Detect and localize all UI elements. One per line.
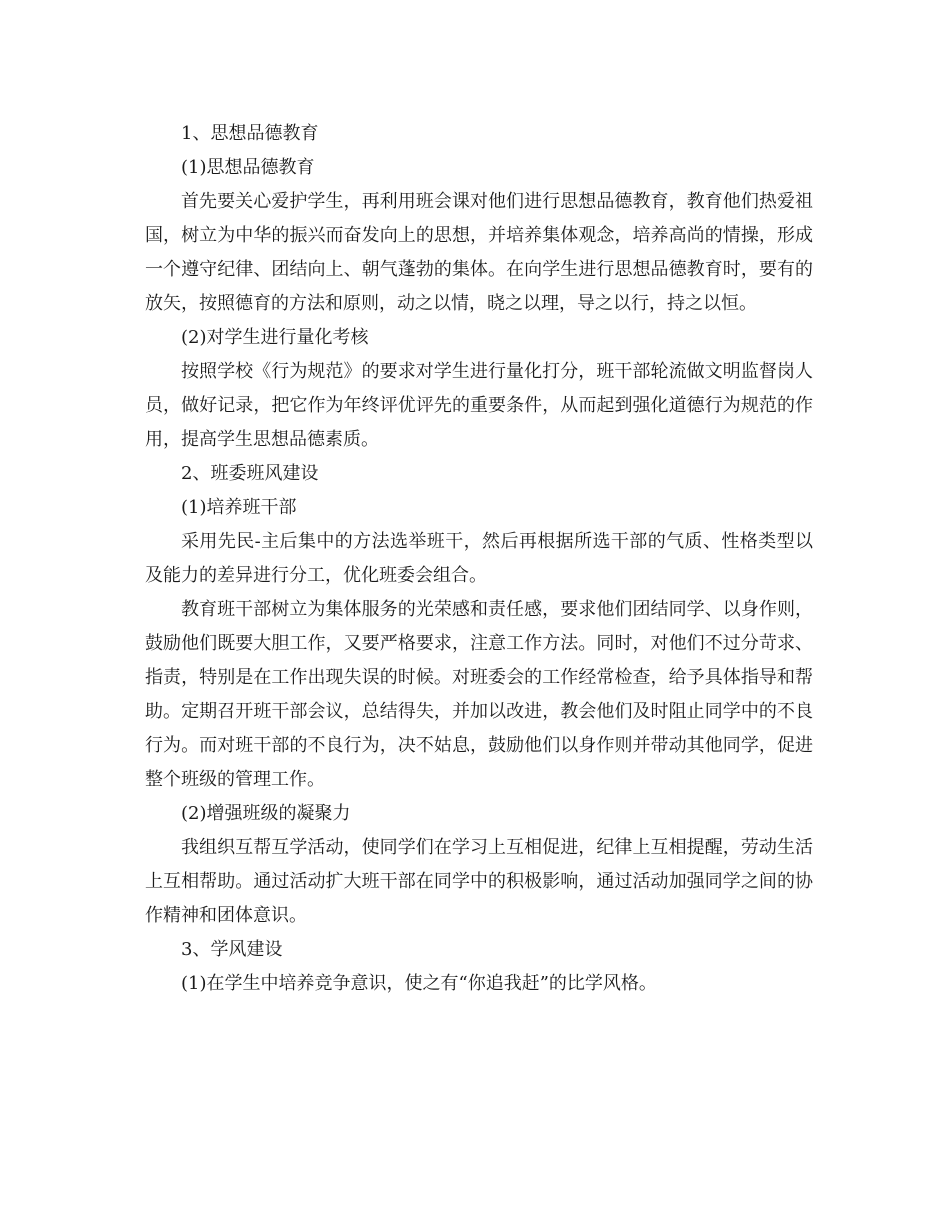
- section-heading-study-style: 3、学风建设: [181, 939, 283, 960]
- subheading-train-class-cadres: (1)培养班干部: [181, 497, 297, 518]
- paragraph-class-cohesion: 我组织互帮互学活动，使同学们在学习上互相促进，纪律上互相提醒，劳动生活上互相帮助。通过活动扩大班干部在同学中的积极影响，通过活动加强同学之间的协作精神和团体意识。: [145, 837, 813, 926]
- paragraph-educate-cadres: 教育班干部树立为集体服务的光荣感和责任感，要求他们团结同学、以身作则，鼓励他们既要大胆工作，又要严格要求，注意工作方法。同时，对他们不过分苛求、指责，特别是在工作出现失误的时候。对班委会的工作经常检查，给予具体指导和帮助。定期召开班干部会议，总结得失，并加以改进，教会他们及时阻止同学中的不良行为。而对班干部的不良行为，决不姑息，鼓励他们以身作则并带动其他同学，促进整个班级的管理工作。: [145, 599, 813, 790]
- paragraph-election-of-cadres: 采用先民-主后集中的方法选举班干，然后再根据所选干部的气质、性格类型以及能力的差异进行分工，优化班委会组合。: [145, 531, 813, 586]
- section-heading-moral-education: 1、思想品德教育: [181, 123, 319, 144]
- subheading-moral-education: (1)思想品德教育: [181, 157, 315, 178]
- paragraph-moral-education: 首先要关心爱护学生，再利用班会课对他们进行思想品德教育，教育他们热爱祖国，树立为中华的振兴而奋发向上的思想，并培养集体观念，培养高尚的情操，形成一个遵守纪律、团结向上、朝气蓬勃的集体。在向学生进行思想品德教育时，要有的放矢，按照德育的方法和原则，动之以情，晓之以理，导之以行，持之以恒。: [145, 191, 813, 314]
- document-body: [145, 117, 813, 1001]
- paragraph-quantitative-assessment: 按照学校《行为规范》的要求对学生进行量化打分，班干部轮流做文明监督岗人员，做好记录，把它作为年终评优评先的重要条件，从而起到强化道德行为规范的作用，提高学生思想品德素质。: [145, 361, 813, 450]
- paragraph-competition-awareness: (1)在学生中培养竞争意识，使之有“你追我赶”的比学风格。: [181, 973, 657, 994]
- subheading-quantitative-assessment: (2)对学生进行量化考核: [181, 327, 369, 348]
- section-heading-class-committee: 2、班委班风建设: [181, 463, 319, 484]
- subheading-class-cohesion: (2)增强班级的凝聚力: [181, 803, 351, 824]
